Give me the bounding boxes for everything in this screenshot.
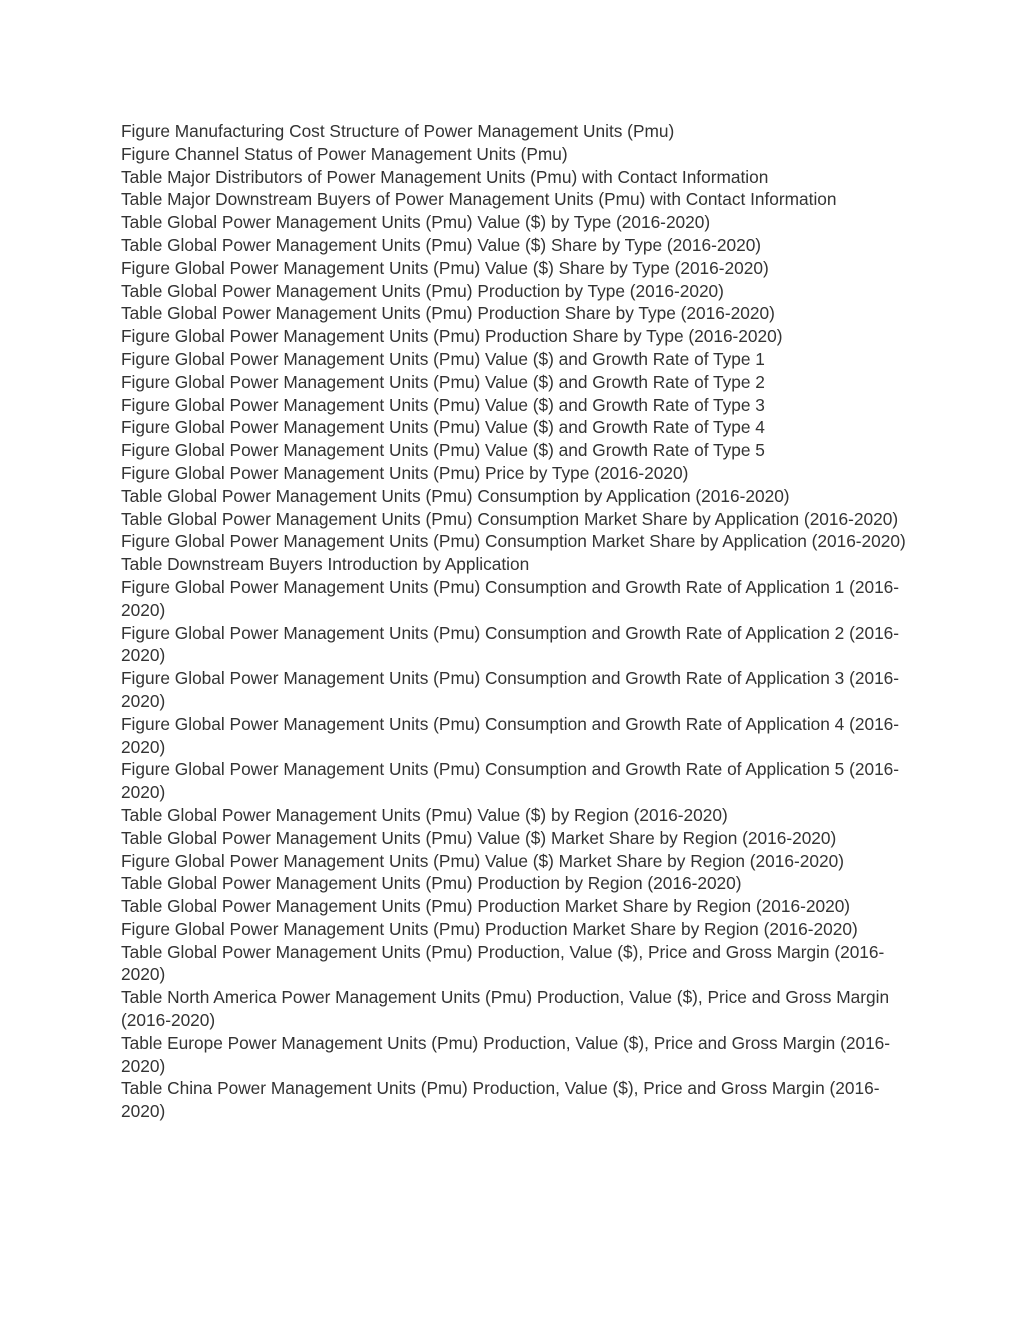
list-entry: Table North America Power Management Units (Pmu) Production, Value ($), Price and Gross Margin (2016-2020) [121, 987, 890, 1031]
list-entry: Table Major Distributors of Power Management Units (Pmu) with Contact Information [121, 166, 769, 187]
list-entry: Table Global Power Management Units (Pmu) Value ($) Market Share by Region (2016-2020) [121, 827, 837, 848]
list-entry: Figure Global Power Management Units (Pmu) Consumption and Growth Rate of Application 1 (2016-2020) [121, 576, 900, 620]
list-entry: Table Global Power Management Units (Pmu) Production by Region (2016-2020) [121, 873, 742, 894]
list-entry: Figure Global Power Management Units (Pmu) Consumption and Growth Rate of Application 4 (2016-2020) [121, 713, 900, 757]
list-entry: Table Global Power Management Units (Pmu) Value ($) by Region (2016-2020) [121, 804, 728, 825]
list-entry: Figure Channel Status of Power Management Units (Pmu) [121, 143, 568, 164]
list-entry: Table Global Power Management Units (Pmu) Production by Type (2016-2020) [121, 280, 724, 301]
list-entry: Table Global Power Management Units (Pmu) Value ($) Share by Type (2016-2020) [121, 234, 762, 255]
list-entry: Figure Global Power Management Units (Pmu) Consumption and Growth Rate of Application 5 (2016-2020) [121, 759, 900, 803]
list-entry: Figure Global Power Management Units (Pmu) Consumption Market Share by Application (2016-2020) [121, 531, 906, 552]
list-entry: Figure Global Power Management Units (Pmu) Value ($) and Growth Rate of Type 2 [121, 371, 765, 392]
list-entry: Figure Global Power Management Units (Pmu) Value ($) Market Share by Region (2016-2020) [121, 850, 844, 871]
list-entry: Figure Global Power Management Units (Pmu) Value ($) and Growth Rate of Type 4 [121, 417, 765, 438]
list-entry: Table Global Power Management Units (Pmu) Production Market Share by Region (2016-2020) [121, 896, 851, 917]
list-entry: Table Global Power Management Units (Pmu) Consumption by Application (2016-2020) [121, 485, 790, 506]
list-entry: Figure Global Power Management Units (Pmu) Price by Type (2016-2020) [121, 462, 689, 483]
list-entry: Table Global Power Management Units (Pmu) Production Share by Type (2016-2020) [121, 303, 775, 324]
list-entry: Table Major Downstream Buyers of Power Management Units (Pmu) with Contact Information [121, 189, 837, 210]
list-entry: Table Europe Power Management Units (Pmu) Production, Value ($), Price and Gross Margin (2016-2020) [121, 1032, 891, 1076]
list-entry: Table Global Power Management Units (Pmu) Value ($) by Type (2016-2020) [121, 212, 711, 233]
list-entry: Table Global Power Management Units (Pmu) Consumption Market Share by Application (2016-2020) [121, 508, 899, 529]
list-entry: Figure Global Power Management Units (Pmu) Value ($) and Growth Rate of Type 1 [121, 348, 765, 369]
list-entry: Figure Global Power Management Units (Pmu) Value ($) and Growth Rate of Type 3 [121, 394, 765, 415]
list-entry: Figure Global Power Management Units (Pmu) Value ($) Share by Type (2016-2020) [121, 257, 769, 278]
list-entry: Table Global Power Management Units (Pmu) Production, Value ($), Price and Gross Margin (2016-2020) [121, 941, 885, 985]
list-entry: Figure Global Power Management Units (Pmu) Consumption and Growth Rate of Application 3 (2016-2020) [121, 668, 900, 711]
list-entry: Figure Manufacturing Cost Structure of Power Management Units (Pmu) [121, 121, 675, 141]
list-entry: Figure Global Power Management Units (Pmu) Production Share by Type (2016-2020) [121, 326, 783, 347]
figure-table-list [121, 120, 911, 1123]
list-entry: Table China Power Management Units (Pmu) Production, Value ($), Price and Gross Margin (2016-2020) [121, 1078, 880, 1122]
list-entry: Table Downstream Buyers Introduction by Application [121, 554, 530, 575]
list-entry: Figure Global Power Management Units (Pmu) Production Market Share by Region (2016-2020) [121, 918, 858, 939]
list-entry: Figure Global Power Management Units (Pmu) Consumption and Growth Rate of Application 2 (2016-2020) [121, 622, 900, 666]
list-entry: Figure Global Power Management Units (Pmu) Value ($) and Growth Rate of Type 5 [121, 440, 765, 461]
